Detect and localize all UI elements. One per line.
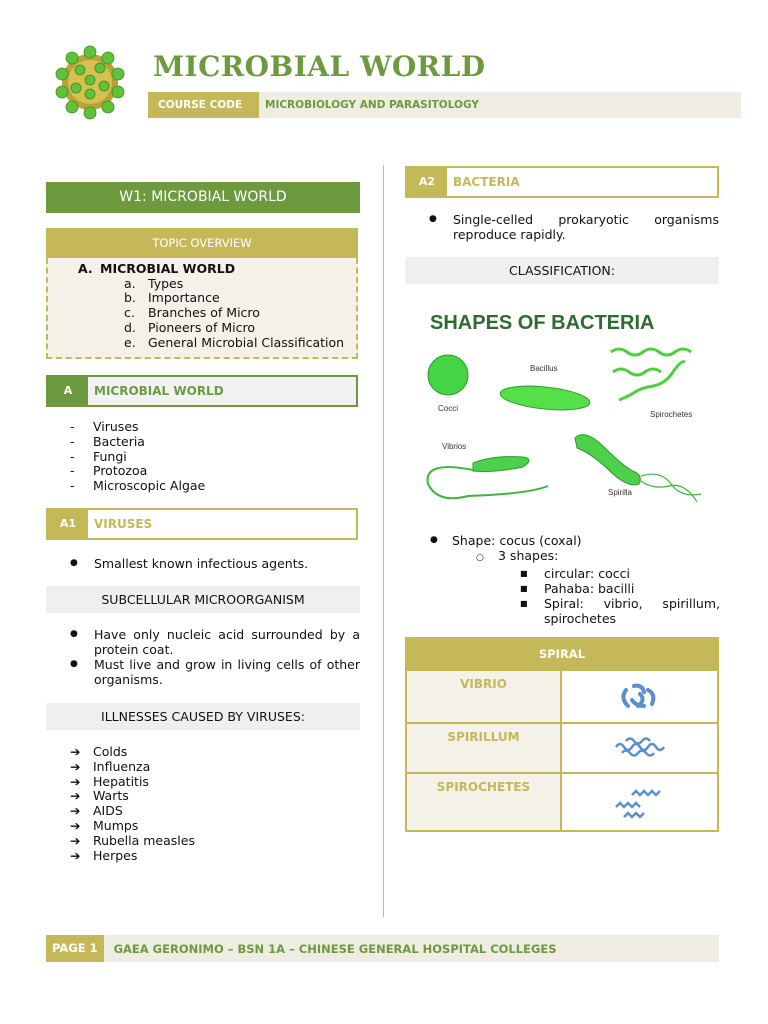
section-title: VIRUSES xyxy=(88,510,356,538)
list-item: ➔ Warts xyxy=(70,788,129,804)
topic-overview-list xyxy=(46,258,358,359)
spirochetes-icon xyxy=(612,781,668,823)
classification-heading: CLASSIFICATION: xyxy=(405,257,719,284)
section-tag: A xyxy=(48,377,88,405)
spirilla-shape xyxy=(575,435,701,502)
list-item: ➔ Mumps xyxy=(70,817,139,833)
list-item: - Viruses xyxy=(70,419,139,434)
list-item: ➔ AIDS xyxy=(70,803,123,819)
section-tag: A1 xyxy=(48,510,88,538)
vibrios-label: Vibrios xyxy=(442,442,467,451)
topic-sub-item: a. Types xyxy=(124,275,184,291)
footer-author: GAEA GERONIMO – BSN 1A – CHINESE GENERAL HOSPITAL COLLEGES xyxy=(113,941,557,956)
virus-facts-list xyxy=(70,627,360,687)
bacillus-shape xyxy=(499,382,591,413)
spirillum-icon xyxy=(612,733,668,763)
section-title: MICROBIAL WORLD xyxy=(88,377,356,405)
spirochetes-shape xyxy=(611,349,691,400)
topic-sub-item: b. Importance xyxy=(124,290,220,306)
virus-fact-list xyxy=(70,556,360,571)
vibrio-image xyxy=(562,671,717,722)
table-row xyxy=(407,669,717,722)
list-item: ● Have only nucleic acid surrounded by a protein coat. xyxy=(70,627,360,657)
week-title: W1: MICROBIAL WORLD xyxy=(46,182,360,213)
list-item: - Microscopic Algae xyxy=(70,478,206,494)
course-name: MICROBIOLOGY AND PARASITOLOGY xyxy=(265,99,479,111)
list-item: ➔ Rubella measles xyxy=(70,832,195,848)
illnesses-heading: ILLNESSES CAUSED BY VIRUSES: xyxy=(46,703,360,730)
bacteria-image-title: SHAPES OF BACTERIA xyxy=(430,312,655,334)
topic-sub-item: d. Pioneers of Micro xyxy=(124,319,255,335)
topic-main-item: A. MICROBIAL WORLD xyxy=(78,261,236,276)
spiral-table-heading: SPIRAL xyxy=(407,639,717,669)
vibrios-shape xyxy=(428,457,548,499)
list-item: ● Smallest known infectious agents. xyxy=(70,556,309,571)
cocci-shape xyxy=(428,355,468,395)
illnesses-list xyxy=(70,745,195,863)
shapes-list xyxy=(430,533,720,626)
table-row xyxy=(407,772,717,830)
list-item: ○ 3 shapes: xyxy=(476,548,559,563)
list-item: ■ Pahaba: bacilli xyxy=(520,581,635,596)
spirillum-image xyxy=(562,724,717,772)
list-item: ➔ Herpes xyxy=(70,847,138,863)
list-item: ● Single-celled prokaryotic organisms reproduce rapidly. xyxy=(429,212,719,242)
cocci-label: Cocci xyxy=(438,404,459,413)
spiral-table xyxy=(405,637,719,832)
list-item: ■ Spiral: vibrio, spirillum, spirochetes xyxy=(520,596,720,626)
bacillus-label: Bacillus xyxy=(530,364,558,373)
section-title: BACTERIA xyxy=(447,168,717,196)
spiral-type-name: SPIRILLUM xyxy=(407,724,562,772)
list-item: ■ circular: cocci xyxy=(520,566,630,581)
spirochetes-image xyxy=(562,774,717,830)
list-item: ● Must live and grow in living cells of other organisms. xyxy=(70,657,360,687)
page-number: PAGE 1 xyxy=(46,935,104,962)
list-item: - Bacteria xyxy=(70,433,145,449)
list-item: ➔ Influenza xyxy=(70,758,151,774)
course-code-label: COURSE CODE xyxy=(148,92,259,118)
section-tag: A2 xyxy=(407,168,447,196)
list-item: ➔ Hepatitis xyxy=(70,773,149,789)
topic-overview-heading: TOPIC OVERVIEW xyxy=(46,228,358,258)
course-bar xyxy=(148,92,741,118)
list-item: ➔ Colds xyxy=(70,744,128,759)
section-a2-header xyxy=(405,166,719,198)
topic-sub-item: c. Branches of Micro xyxy=(124,305,260,321)
spirilla-label: Spirilla xyxy=(608,488,633,497)
subcellular-heading: SUBCELLULAR MICROORGANISM xyxy=(46,586,360,613)
bacteria-fact-list xyxy=(429,212,719,242)
section-a1-header xyxy=(46,508,358,540)
microbe-logo-icon xyxy=(50,42,130,122)
page-title: MICROBIAL WORLD xyxy=(153,50,486,83)
vibrio-icon xyxy=(618,680,662,714)
spiral-type-name: SPIROCHETES xyxy=(407,774,562,830)
table-row xyxy=(407,722,717,772)
list-item: ● Shape: cocus (coxal) xyxy=(430,533,582,548)
topic-sub-item: e. General Microbial Classification xyxy=(124,334,345,350)
section-a-header xyxy=(46,375,358,407)
microbe-types-list xyxy=(70,420,205,494)
list-item: - Protozoa xyxy=(70,463,148,479)
page-footer xyxy=(46,935,719,962)
list-item: - Fungi xyxy=(70,448,127,464)
spiral-type-name: VIBRIO xyxy=(407,671,562,722)
column-divider xyxy=(383,165,384,917)
spirochetes-label: Spirochetes xyxy=(650,410,693,419)
